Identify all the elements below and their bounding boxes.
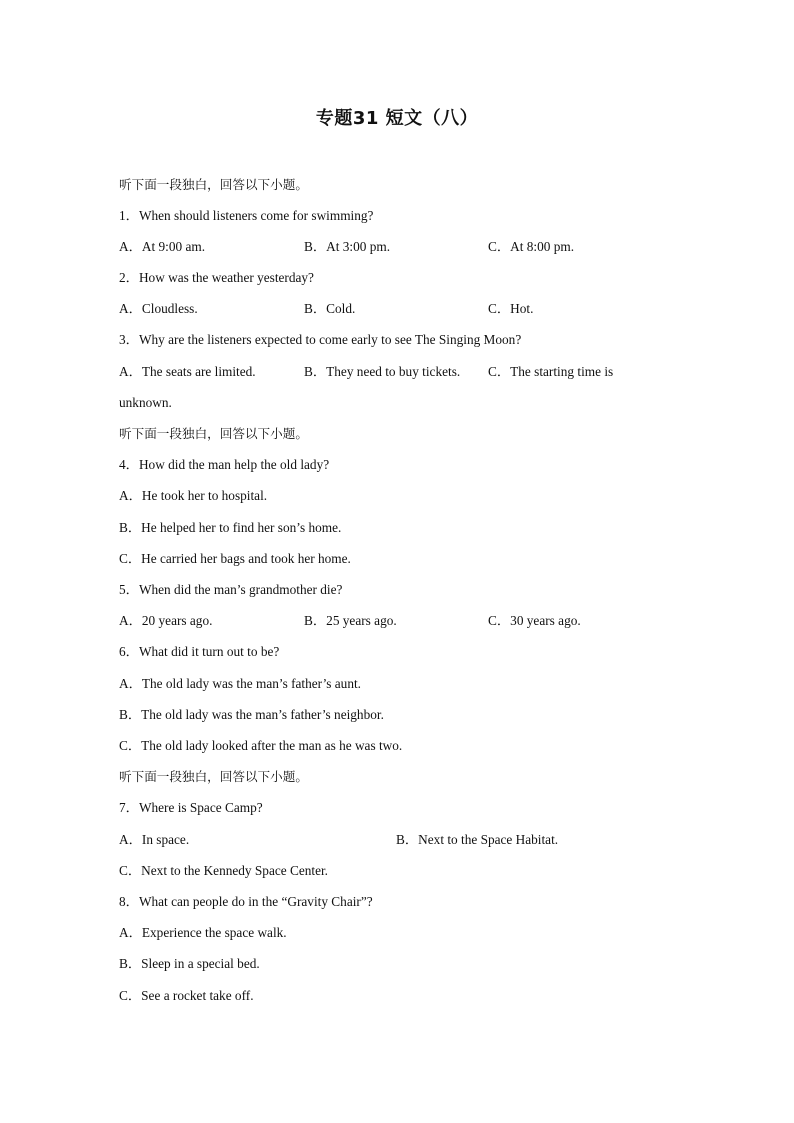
question-3-option-a: A．The seats are limited. [119,364,256,379]
question-7-option-b: B．Next to the Space Habitat. [396,832,559,847]
section-intro: 听下面一段独白，回答以下小题。 [119,177,308,192]
question-2-option-c: C．Hot. [488,301,534,316]
question-3-option-b: B．They need to buy tickets. [304,364,461,379]
question-6-stem: 6．What did it turn out to be? [119,644,280,659]
question-4-option-a: A．He took her to hospital. [119,488,268,503]
question-2-option-a: A．Cloudless. [119,301,198,316]
question-3-option-c-continuation: unknown. [119,395,172,410]
question-3-option-c: C．The starting time is [488,364,614,379]
question-2-option-b: B．Cold. [304,301,356,316]
question-5-option-b: B．25 years ago. [304,613,397,628]
question-8-stem: 8．What can people do in the “Gravity Chair”? [119,894,373,909]
question-4-option-b: B．He helped her to find her son’s home. [119,520,342,535]
section-intro: 听下面一段独白，回答以下小题。 [119,769,308,784]
question-3-stem: 3．Why are the listeners expected to come early to see The Singing Moon? [119,332,522,347]
question-4-stem: 4．How did the man help the old lady? [119,457,330,472]
question-6-option-a: A．The old lady was the man’s father’s aunt. [119,676,361,691]
question-5-option-c: C．30 years ago. [488,613,581,628]
question-8-option-a: A．Experience the space walk. [119,925,287,940]
section-intro: 听下面一段独白，回答以下小题。 [119,426,308,441]
question-1-option-b: B．At 3:00 pm. [304,239,391,254]
question-7-option-a: A．In space. [119,832,190,847]
question-1-stem: 1．When should listeners come for swimming? [119,208,374,223]
question-1-option-c: C．At 8:00 pm. [488,239,575,254]
page-title: 专题31 短文（八） [315,108,479,129]
question-7-stem: 7．Where is Space Camp? [119,800,263,815]
question-2-stem: 2．How was the weather yesterday? [119,270,314,285]
question-1-option-a: A．At 9:00 am. [119,239,206,254]
question-6-option-b: B．The old lady was the man’s father’s neighbor. [119,707,384,722]
question-5-stem: 5．When did the man’s grandmother die? [119,582,343,597]
question-5-option-a: A．20 years ago. [119,613,213,628]
question-6-option-c: C．The old lady looked after the man as he was two. [119,738,403,753]
question-7-option-c: C．Next to the Kennedy Space Center. [119,863,329,878]
question-8-option-b: B．Sleep in a special bed. [119,956,260,971]
question-4-option-c: C．He carried her bags and took her home. [119,551,351,566]
question-8-option-c: C．See a rocket take off. [119,988,254,1003]
